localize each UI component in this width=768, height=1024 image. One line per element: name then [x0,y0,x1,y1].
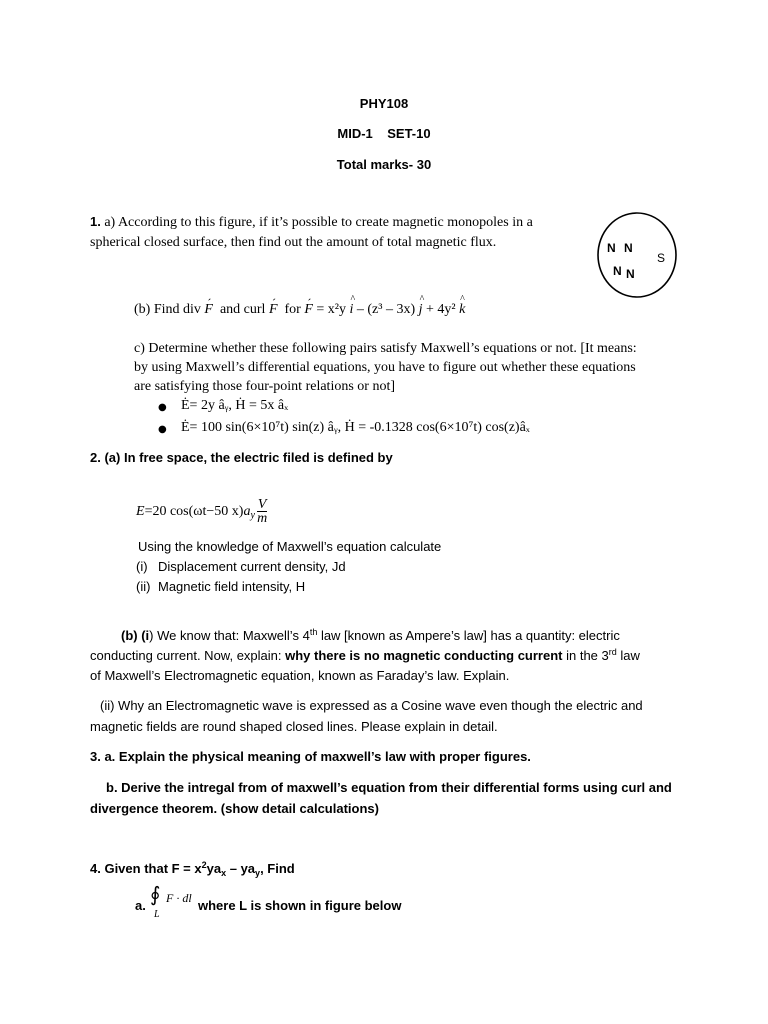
electric-field-equation [136,498,267,525]
q2-using: Using the knowledge of Maxwell’s equation calculate [138,539,442,554]
q2b-i: i [145,628,150,643]
pole-label-n1: N [607,241,616,255]
q2b-line2-bold: why there is no magnetic conducting current [285,648,563,663]
pole-label-n4: N [626,267,635,281]
pole-label-n3: N [613,264,622,278]
q1b-for: for [277,302,305,317]
q1c-bullet-2: Ė= 100 sin(6×10⁷t) sin(z) âᵧ, Ḣ = -0.1328 cos(6×10⁷t) cos(z)âₓ [181,420,530,435]
q1a-line1 [90,214,533,231]
q4a-label: a. [135,898,146,913]
eq-rhs: =20 cos(ωt−50 x) [144,503,244,519]
unit-i: ^ i [349,302,353,318]
q1b-end: + 4y² [422,302,460,317]
q2-ii2-line2: magnetic fields are round shaped closed lines. Please explain in detail. [90,719,498,734]
q3b-line2: divergence theorem. (show detail calculations) [90,801,379,816]
q2b-label: (b) ( [121,628,146,643]
q1c-bullet-1: Ė= 2y âᵧ, Ḣ = 5x âₓ [181,398,289,413]
q2b-line2-d: law [616,648,640,663]
q1b-prefix: (b) Find div [134,302,205,317]
q2b-line2-c: in the 3 [562,648,609,663]
q1c-line1: c) Determine whether these following pairs satisfy Maxwell’s equations or not. [It means: [134,341,637,356]
q2-ii-text: Magnetic field intensity, H [158,579,306,594]
pole-label-s: S [657,251,666,265]
q2b-line1 [121,628,620,643]
q1-number: 1. [90,214,101,229]
q2-i-label: (i) [136,559,148,574]
bullet-dot-2: ● [158,424,167,435]
unit-k: ^ k [459,302,465,318]
q2-i-text: Displacement current density, Jd [158,559,346,574]
course-title: PHY108 [359,96,409,111]
q2b-text-c: law [known as Ampere’s law] has a quantity: electric [317,628,620,643]
eq-den: m [257,511,268,526]
q4a-text: where L is shown in figure below [198,898,402,913]
total-marks: Total marks- 30 [336,157,432,172]
integral-sub: L [154,909,160,920]
q1c-line2: by using Maxwell’s differential equations, you have to figure out whether these equations [134,360,636,375]
q2b-sup-th: th [309,627,318,637]
pole-label-n2: N [624,241,633,255]
q2b-text-a: ) We know that: Maxwell’s 4 [149,628,310,643]
eq-sub: y [250,509,255,521]
q2b-line2 [90,648,640,663]
q4-given-c: – ya [226,861,256,876]
contour-integral-symbol: ∮ [150,882,161,906]
q3b-line1: b. Derive the intregal from of maxwell’s equation from their differential forms using curl and [106,780,672,795]
q4-given-sub2: y [255,868,261,878]
eq-num: V [257,497,267,512]
eq-lhs: E [136,503,145,519]
q1b-mid: – (z³ – 3x) [353,302,419,317]
q4-given-a: 4. Given that F = x [90,861,202,876]
unit-j: ^ j [419,302,423,318]
eq-a: a [243,503,251,519]
eq-fraction [257,498,268,525]
q2a-label: 2. (a) In free space, the electric filed is defined by [90,450,393,465]
q1a-text: a) According to this figure, if it’s possible to create magnetic monopoles in a [100,215,533,230]
vector-f-2: ´ F [269,302,278,318]
q1b-and: and curl [212,302,269,317]
q4-given-sup: 2 [201,860,207,870]
q1c-line3: are satisfying those four-point relations or not] [134,379,395,394]
vector-f-1: ´ F [204,302,213,318]
q4-given-b: ya [206,861,222,876]
q1b-line [134,302,465,318]
q2-ii2-line1: (ii) Why an Electromagnetic wave is expressed as a Cosine wave even though the electric and [100,698,643,713]
q1a-line2: spherical closed surface, then find out the amount of total magnetic flux. [90,235,497,250]
q2-ii-label: (ii) [136,579,151,594]
q3a: 3. a. Explain the physical meaning of maxwell’s law with proper figures. [90,749,531,764]
q2b-line3: of Maxwell’s Electromagnetic equation, known as Faraday’s law. Explain. [90,668,510,683]
bullet-dot-1: ● [158,402,167,413]
q2b-sup-rd: rd [608,647,617,657]
monopole-sphere-figure [596,211,678,299]
q1b-expr: = x²y [312,302,350,317]
q4-given [90,861,295,876]
q2b-line2-a: conducting current. Now, explain: [90,648,286,663]
vector-f-3: ´ F [304,302,313,318]
q4-given-d: , Find [260,861,295,876]
integral-body: F · dl [166,891,192,905]
exam-set: MID-1 SET-10 [337,126,431,141]
q4-given-sub1: x [221,868,227,878]
